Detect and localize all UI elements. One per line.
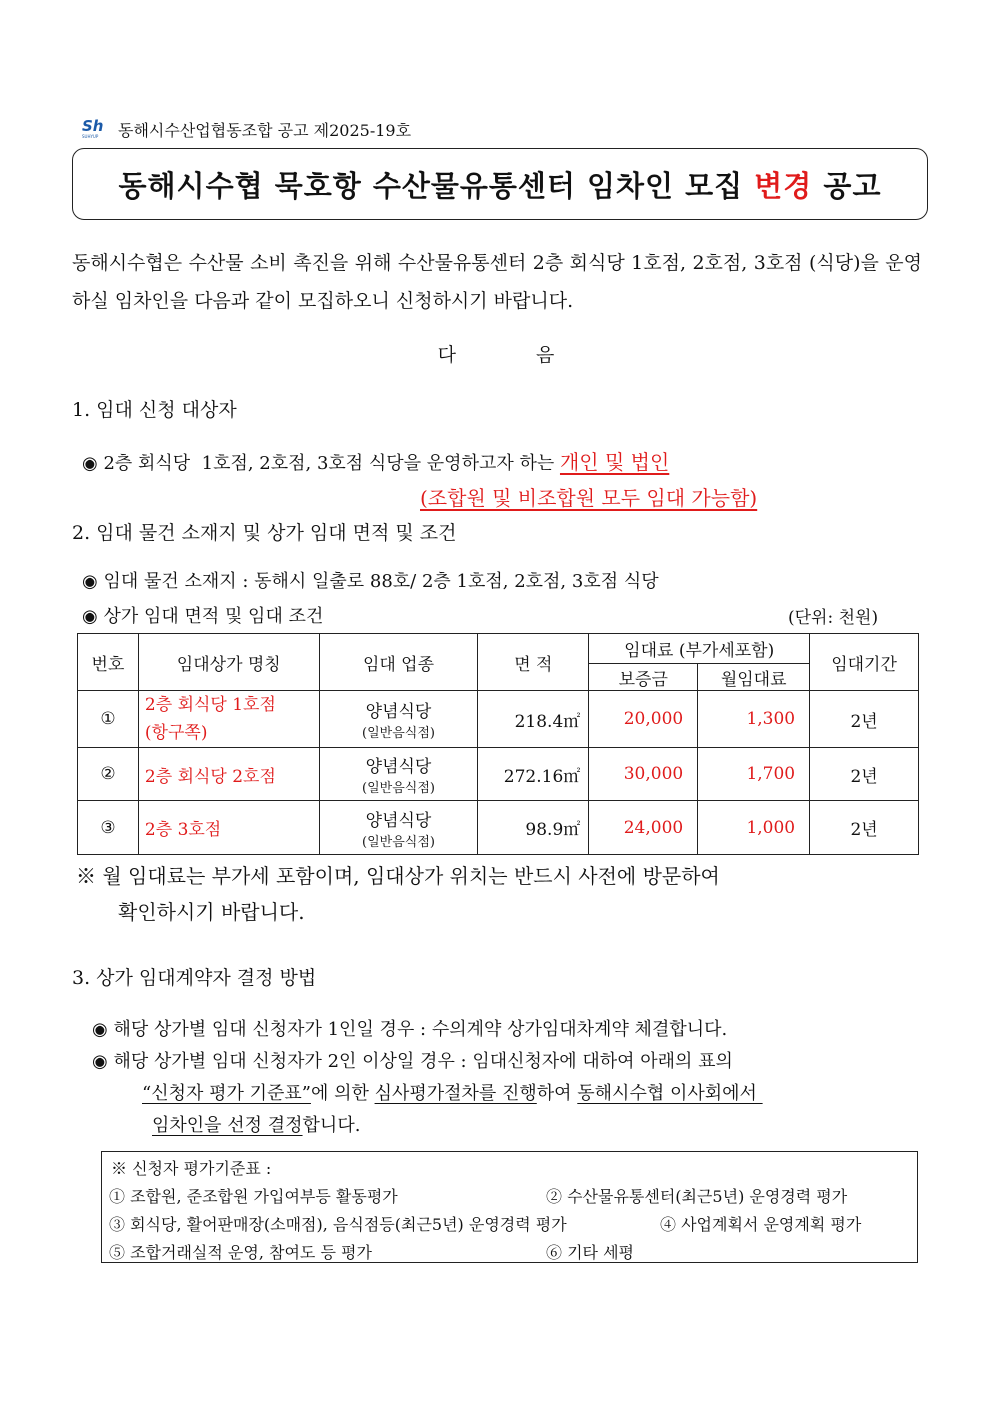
criteria-item: ② 수산물유통센터(최근5년) 운영경력 평가 xyxy=(546,1187,848,1206)
notice-number: 동해시수산업협동조합 공고 제2025-19호 xyxy=(118,121,412,140)
suhyup-logo: Sh SUHYUP xyxy=(82,116,104,139)
lease-table xyxy=(77,633,919,855)
header-business: 임대 업종 xyxy=(319,634,478,691)
table-row: ③ 2층 3호점 양념식당 (일반음식점) 98.9㎡ 24,000 1,000 2년 xyxy=(78,801,919,855)
criteria-item: ① 조합원, 준조합원 가입여부등 활동평가 xyxy=(109,1187,398,1206)
location-bullet: ◉ 임대 물건 소재지 : 동해시 일출로 88호/ 2층 1호점, 2호점, 3호점 식당 xyxy=(82,571,659,592)
bullet-icon: ◉ xyxy=(92,1019,108,1040)
remark-line2: 확인하시기 바랍니다. xyxy=(118,900,305,924)
target-highlight: 개인 및 법인 xyxy=(559,450,670,474)
table-row: ② 2층 회식당 2호점 양념식당 (일반음식점) 272.16㎡ 30,000 1,700 2년 xyxy=(78,748,919,801)
criteria-item: ⑤ 조합거래실적 운영, 참여도 등 평가 xyxy=(109,1243,372,1262)
criteria-box xyxy=(101,1151,918,1263)
bullet-icon: ◉ xyxy=(82,571,98,592)
criteria-title: ※ 신청자 평가기준표 : xyxy=(111,1159,272,1178)
method-bullet-2-line3: 임차인을 선정 결정합니다. xyxy=(152,1115,361,1136)
section3-heading: 3. 상가 임대계약자 결정 방법 xyxy=(72,967,317,989)
target-note: (조합원 및 비조합원 모두 임대 가능함) xyxy=(420,486,758,510)
unit-label: (단위: 천원) xyxy=(788,608,879,628)
table-header-row xyxy=(78,634,919,664)
header-deposit: 보증금 xyxy=(589,664,698,691)
bullet-icon: ◉ xyxy=(82,606,98,627)
title-highlight: 변경 xyxy=(754,168,813,203)
criteria-item: ⑥ 기타 세평 xyxy=(546,1243,634,1262)
header-period: 임대기간 xyxy=(810,634,919,691)
header-no: 번호 xyxy=(78,634,139,691)
method-bullet-2: ◉ 해당 상가별 임대 신청자가 2인 이상일 경우 : 임대신청자에 대하여 아래의 표의 xyxy=(92,1051,733,1072)
header-area: 면 적 xyxy=(478,634,589,691)
bullet-icon: ◉ xyxy=(82,453,98,474)
criteria-item: ③ 회식당, 활어판매장(소매점), 음식점등(최근5년) 운영경력 평가 xyxy=(109,1215,567,1234)
conditions-bullet: ◉ 상가 임대 면적 및 임대 조건 xyxy=(82,606,324,627)
method-bullet-2-line2: “신청자 평가 기준표”에 의한 심사평가절차를 진행하여 동해시수협 이사회에서 xyxy=(142,1083,763,1104)
table-row: ① 2층 회식당 1호점 (항구쪽) 양념식당 (일반음식점) 218.4㎡ 20,000 1,300 2년 xyxy=(78,691,919,748)
method-bullet-1: ◉ 해당 상가별 임대 신청자가 1인일 경우 : 수의계약 상가임대차계약 체결합니다. xyxy=(92,1019,728,1040)
da-eum-heading: 다 음 xyxy=(437,344,555,366)
intro-paragraph: 동해시수협은 수산물 소비 촉진을 위해 수산물유통센터 2층 회식당 1호점, 2호점, 3호점 (식당)을 운영하실 임차인을 다음과 같이 모집하오니 신청하시기 바랍니다. xyxy=(72,252,922,312)
page-title: 동해시수협 묵호항 수산물유통센터 임차인 모집 변경 공고 xyxy=(72,148,928,220)
section1-bullet: ◉ 2층 회식당 1호점, 2호점, 3호점 식당을 운영하고자 하는 개인 및 법인 xyxy=(82,450,670,474)
header-monthly: 월임대료 xyxy=(698,664,810,691)
section1-heading: 1. 임대 신청 대상자 xyxy=(72,399,237,421)
bullet-icon: ◉ xyxy=(92,1051,108,1072)
header-rent-group: 임대료 (부가세포함) xyxy=(589,634,810,664)
remark-line1: ※ 월 임대료는 부가세 포함이며, 임대상가 위치는 반드시 사전에 방문하여 xyxy=(76,864,720,888)
notice-header xyxy=(82,118,411,141)
header-name: 임대상가 명칭 xyxy=(138,634,319,691)
criteria-item: ④ 사업계획서 운영계획 평가 xyxy=(660,1215,862,1234)
section2-heading: 2. 임대 물건 소재지 및 상가 임대 면적 및 조건 xyxy=(72,522,457,544)
